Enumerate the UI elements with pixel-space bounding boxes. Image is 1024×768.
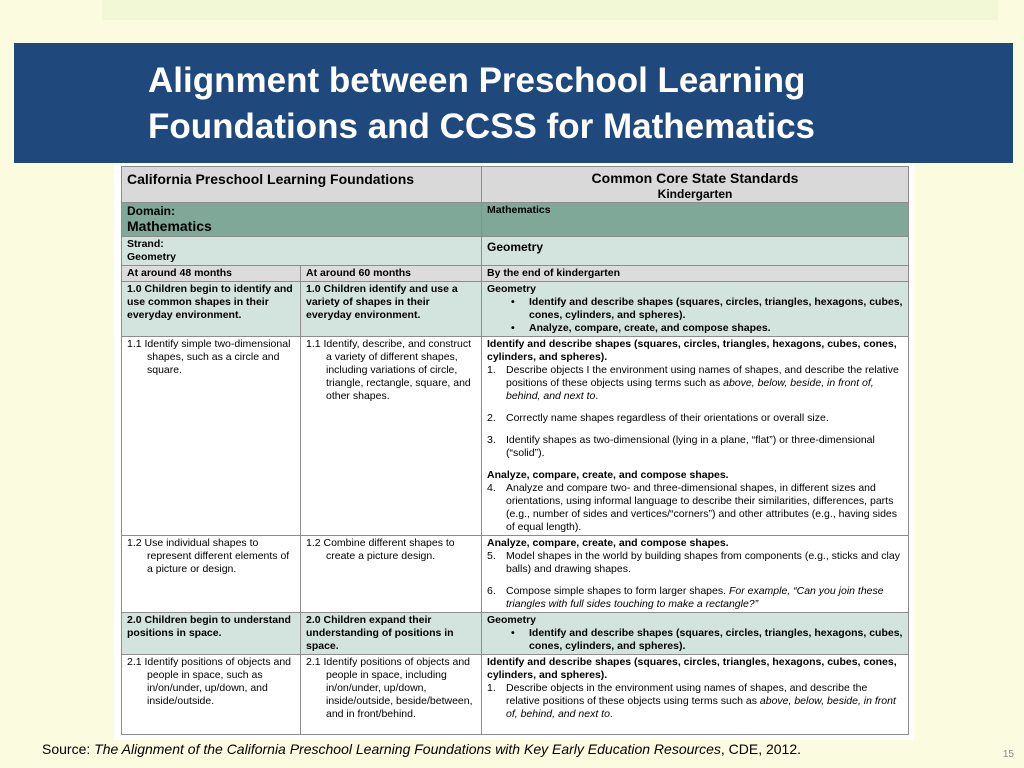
domain-label: Domain:: [127, 204, 175, 218]
list-item: [487, 434, 903, 460]
foundation-2-1-60-text: 2.1 Identify positions of objects and people in space, including in/on/under, up/down, inside/outside, beside/between, and in front/behind.: [306, 656, 473, 720]
strand-row: [122, 237, 909, 266]
page-number: 15: [1002, 749, 1014, 760]
domain-row: [122, 203, 909, 237]
foundation-2-60: 2.0 Children expand their understanding of positions in space.: [301, 613, 482, 655]
slide-title-line-1: Alignment between Preschool Learning: [148, 61, 806, 100]
list-item: • Analyze, compare, create, and compose shapes.: [507, 322, 903, 335]
foundation-2-row: [122, 613, 909, 655]
foundation-1-row: [122, 282, 909, 337]
list-number: 1.: [487, 364, 496, 376]
foundation-1-1-48: [122, 337, 301, 536]
alignment-document-image: [114, 163, 914, 740]
age-48-months: At around 48 months: [122, 266, 301, 282]
list-emphasis: above, below, beside, in front of, behind, and next to: [506, 695, 896, 720]
foundation-2-ccss-title: Geometry: [487, 614, 537, 626]
foundation-1-ccss-title: Geometry: [487, 283, 537, 295]
foundation-1-2-60-text: 1.2 Combine different shapes to create a picture design.: [306, 537, 455, 562]
header-ccss: [482, 167, 909, 203]
header-preschool-foundations: California Preschool Learning Foundations: [122, 167, 482, 203]
foundation-1-2-row: [122, 536, 909, 613]
list-text: Identify shapes as two-dimensional (lying in a plane, “flat”) or three-dimensional (“solid”).: [506, 434, 875, 459]
foundation-1-1-60: [301, 337, 482, 536]
strand-value: Geometry: [127, 251, 177, 263]
foundation-1-1-60-text: 1.1 Identify, describe, and construct a variety of different shapes, including variations of circle, triangle, rectangle, square, and other shapes.: [306, 338, 471, 402]
foundation-2-1-60: [301, 655, 482, 735]
foundation-2-1-ccss: [482, 655, 909, 735]
ccss-standards-list: [487, 682, 903, 721]
age-60-months: At around 60 months: [301, 266, 482, 282]
strand-right-cell: Geometry: [482, 237, 909, 266]
list-text: .: [609, 708, 613, 720]
foundation-1-60: 1.0 Children identify and use a variety of shapes in their everyday environment.: [301, 282, 482, 337]
ccss-heading: Identify and describe shapes (squares, circles, triangles, hexagons, cubes, cones, cylinders, and spheres).: [487, 656, 897, 681]
ccss-heading: Analyze, compare, create, and compose shapes.: [487, 469, 729, 481]
source-label: Source:: [42, 741, 91, 757]
table-header-row: [122, 167, 909, 203]
source-citation: [42, 740, 1002, 758]
strand-cell: [122, 237, 482, 266]
foundation-1-1-48-text: 1.1 Identify simple two-dimensional shapes, such as a circle and square.: [127, 338, 291, 376]
list-text: Compose simple shapes to form larger shapes.: [506, 585, 729, 597]
list-item: [487, 482, 903, 534]
age-row: [122, 266, 909, 282]
foundation-2-ccss: [482, 613, 909, 655]
foundation-2-ccss-list: [487, 627, 903, 653]
ccss-heading: Identify and describe shapes (squares, circles, triangles, hexagons, cubes, cones, cylinders, and spheres).: [487, 338, 897, 363]
list-number: 6.: [487, 585, 496, 597]
list-number: 1.: [487, 682, 496, 694]
foundation-2-1-48-text: 2.1 Identify positions of objects and people in space, such as in/on/under, up/down, and inside/outside.: [127, 656, 292, 707]
list-number: 2.: [487, 412, 496, 424]
foundation-1-2-48-text: 1.2 Use individual shapes to represent different elements of a picture or design.: [127, 537, 290, 575]
foundation-1-ccss: [482, 282, 909, 337]
source-title: The Alignment of the California Preschool Learning Foundations with Key Early Education Resources: [94, 741, 721, 757]
list-number: 4.: [487, 482, 496, 494]
list-text: Correctly name shapes regardless of their orientations or overall size.: [506, 412, 829, 424]
title-banner: [14, 43, 1013, 163]
foundation-1-2-ccss: [482, 536, 909, 613]
list-text: Analyze and compare two- and three-dimensional shapes, in different sizes and orientations, using informal language to describe their similarities, differences, parts (e.g., number of sides and vertices/“corners”) and other attributes (e.g., having sides of equal length).: [506, 482, 898, 533]
list-item: [487, 585, 903, 611]
ccss-standards-list: [487, 550, 903, 611]
slide-title-line-2: Foundations and CCSS for Mathematics: [148, 107, 815, 146]
list-number: 5.: [487, 550, 496, 562]
list-item: [487, 550, 903, 576]
foundation-1-2-48: [122, 536, 301, 613]
slide-title: [148, 58, 815, 150]
foundation-2-1-row: [122, 655, 909, 735]
foundation-1-2-60: [301, 536, 482, 613]
list-text: Describe objects in the environment using names of shapes, and describe the relative positions of these objects using terms such as: [506, 682, 868, 707]
foundation-2-1-48: [122, 655, 301, 735]
foundation-1-ccss-list: [487, 296, 903, 335]
list-emphasis: For example, “Can you join these triangles with full sides touching to make a rectangle?”: [506, 585, 884, 610]
age-kindergarten: By the end of kindergarten: [482, 266, 909, 282]
header-ccss-title: Common Core State Standards: [591, 170, 799, 186]
foundation-1-1-ccss: [482, 337, 909, 536]
header-ccss-subtitle: Kindergarten: [657, 187, 733, 201]
foundation-1-1-row: [122, 337, 909, 536]
domain-value: Mathematics: [127, 218, 212, 234]
foundation-2-48: 2.0 Children begin to understand positions in space.: [122, 613, 301, 655]
list-item: • Identify and describe shapes (squares, circles, triangles, hexagons, cubes, cones, cylinders, and spheres).: [507, 296, 903, 322]
list-text: .: [595, 390, 599, 402]
list-text: Describe objects I the environment using names of shapes, and describe the relative positions of these objects using terms such as: [506, 364, 899, 389]
source-tail: , CDE, 2012.: [720, 741, 802, 757]
list-item: [487, 412, 903, 425]
list-number: 3.: [487, 434, 496, 446]
domain-cell: [122, 203, 482, 237]
ccss-standards-list: [487, 482, 903, 534]
domain-right-cell: Mathematics: [482, 203, 909, 237]
strand-label: Strand:: [127, 238, 164, 250]
ccss-standards-list: [487, 364, 903, 460]
list-item: • Identify and describe shapes (squares, circles, triangles, hexagons, cubes, cones, cylinders, and spheres).: [507, 627, 903, 653]
list-item: [487, 364, 903, 403]
list-item: [487, 682, 903, 721]
alignment-table: [121, 166, 909, 735]
foundation-1-48: 1.0 Children begin to identify and use common shapes in their everyday environment.: [122, 282, 301, 337]
ccss-heading: Analyze, compare, create, and compose shapes.: [487, 537, 729, 549]
top-strip: [102, 0, 998, 20]
list-text: Model shapes in the world by building shapes from components (e.g., sticks and clay balls) and drawing shapes.: [506, 550, 900, 575]
list-emphasis: above, below, beside, in front of, behind, and next to: [506, 377, 874, 402]
